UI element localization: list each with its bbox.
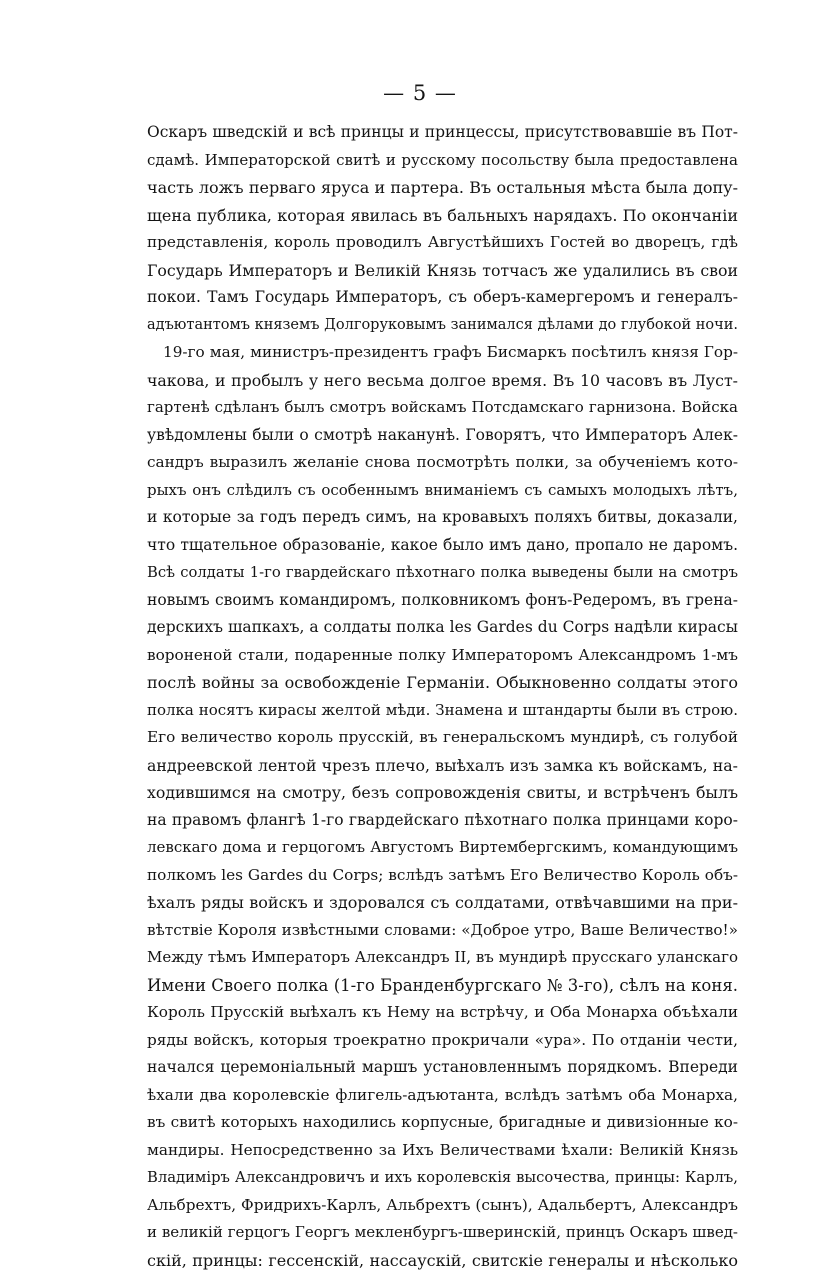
text-line: щена публика, которая явилась въ бальныхъ нарядахъ. По окончаніи [147,202,738,230]
text-line: Король Прусскій выѣхалъ къ Нему на встрѣчу, и Оба Монарха объѣхали [147,999,738,1027]
text-line: скій, принцы: гессенскій, нассаускій, свитскіе генералы и нѣсколько [147,1247,738,1274]
text-line: и великій герцогъ Георгъ мекленбургъ-шверинскій, принцъ Оскаръ швед- [147,1219,738,1247]
text-line: полка носятъ кирасы желтой мѣди. Знамена и штандарты были въ строю. [147,697,738,725]
text-line: Владиміръ Александровичъ и ихъ королевскія высочества, принцы: Карлъ, [147,1164,738,1192]
text-line: покои. Тамъ Государь Императоръ, съ оберъ-камергеромъ и генералъ- [147,284,738,312]
text-line: ряды войскъ, которыя троекратно прокричали «ура». По отданіи чести, [147,1027,738,1055]
text-line: рыхъ онъ слѣдилъ съ особеннымъ вниманіемъ съ самыхъ молодыхъ лѣтъ, [147,477,738,505]
text-line: гартенѣ сдѣланъ былъ смотръ войскамъ Потсдамскаго гарнизона. Войска [147,394,738,422]
text-line: вороненой стали, подаренные полку Императоромъ Александромъ 1-мъ [147,642,738,670]
text-line: въ свитѣ которыхъ находились корпусные, бригадные и дивизіонные ко- [147,1109,738,1137]
text-line: Всѣ солдаты 1-го гвардейскаго пѣхотнаго полка выведены были на смотръ [147,559,738,587]
text-line: Оскаръ шведскій и всѣ принцы и принцессы, присутствовавшіе въ Пот- [147,119,738,147]
text-line: Между тѣмъ Императоръ Александръ II, въ мундирѣ прусскаго уланскаго [147,944,738,972]
text-line: представленія, король проводилъ Августѣйшихъ Гостей во дворецъ, гдѣ [147,229,738,257]
text-line: и которые за годъ передъ симъ, на кровавыхъ поляхъ битвы, доказали, [147,504,738,532]
text-line: мандиры. Непосредственно за Ихъ Величествами ѣхали: Великій Князь [147,1137,738,1165]
text-line: левскаго дома и герцогомъ Августомъ Виртембергскимъ, командующимъ [147,834,738,862]
text-line: 19-го мая, министръ-президентъ графъ Бисмаркъ посѣтилъ князя Гор- [147,339,738,367]
text-line: адъютантомъ княземъ Долгоруковымъ занимался дѣлами до глубокой ночи. [147,312,738,340]
text-line: ѣхалъ ряды войскъ и здоровался съ солдатами, отвѣчавшими на при- [147,889,738,917]
text-line: ходившимся на смотру, безъ сопровожденія свиты, и встрѣченъ былъ [147,779,738,807]
text-line: полкомъ les Gardes du Corps; вслѣдъ затѣмъ Его Величество Король объ- [147,862,738,890]
page-number: — 5 — [0,80,840,106]
text-line: Государь Императоръ и Великій Князь тотчасъ же удалились въ свои [147,257,738,285]
text-line: андреевской лентой чрезъ плечо, выѣхалъ изъ замка къ войскамъ, на- [147,752,738,780]
body-text [147,119,738,1274]
text-line: увѣдомлены были о смотрѣ наканунѣ. Говорятъ, что Императоръ Алек- [147,422,738,450]
text-line: что тщательное образованіе, какое было имъ дано, пропало не даромъ. [147,532,738,560]
text-line: дерскихъ шапкахъ, а солдаты полка les Gardes du Corps надѣли кирасы [147,614,738,642]
text-line: Альбрехтъ, Фридрихъ-Карлъ, Альбрехтъ (сынъ), Адальбертъ, Александръ [147,1192,738,1220]
text-line: сдамѣ. Императорской свитѣ и русскому посольству была предоставлена [147,147,738,175]
text-line: Его величество король прусскій, въ генеральскомъ мундирѣ, съ голубой [147,724,738,752]
text-line: новымъ своимъ командиромъ, полковникомъ фонъ-Редеромъ, въ грена- [147,587,738,615]
text-line: вѣтствіе Короля извѣстными словами: «Доброе утро, Ваше Величество!» [147,917,738,945]
text-line: Имени Своего полка (1-го Бранденбургскаго № 3-го), сѣлъ на коня. [147,972,738,1000]
text-line: ѣхали два королевскіе флигель-адъютанта, вслѣдъ затѣмъ оба Монарха, [147,1082,738,1110]
text-line: чакова, и пробылъ у него весьма долгое время. Въ 10 часовъ въ Луст- [147,367,738,395]
text-line: послѣ войны за освобожденіе Германіи. Обыкновенно солдаты этого [147,669,738,697]
text-line: часть ложъ перваго яруса и партера. Въ остальныя мѣста была допу- [147,174,738,202]
text-line: сандръ выразилъ желаніе снова посмотрѣть полки, за обученіемъ кото- [147,449,738,477]
text-line: начался церемоніальный маршъ установленнымъ порядкомъ. Впереди [147,1054,738,1082]
text-line: на правомъ флангѣ 1-го гвардейскаго пѣхотнаго полка принцами коро- [147,807,738,835]
